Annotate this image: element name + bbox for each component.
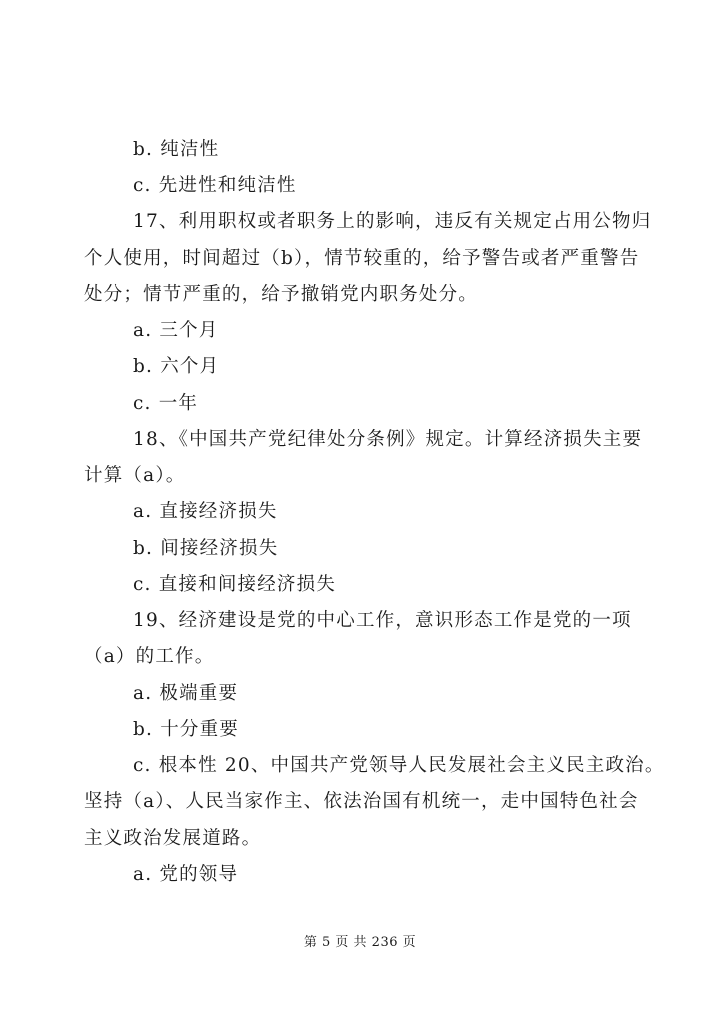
page-footer: 第 5 页 共 236 页 xyxy=(303,935,417,950)
question-17-line-2: 个人使用，时间超过（b），情节较重的，给予警告或者严重警告 xyxy=(84,248,640,269)
option-b-six-months: b. 六个月 xyxy=(133,356,220,377)
option-c-advanced-purity: c. 先进性和纯洁性 xyxy=(133,175,297,196)
option-a-extremely-important: a. 极端重要 xyxy=(133,683,239,704)
question-18-line-2: 计算（a）。 xyxy=(84,465,186,486)
option-b-very-important: b. 十分重要 xyxy=(133,719,240,740)
option-a-direct-loss: a. 直接经济损失 xyxy=(133,501,278,522)
question-19-line-1: 19、经济建设是党的中心工作，意识形态工作是党的一项 xyxy=(133,610,632,631)
question-20-line-3: 主义政治发展道路。 xyxy=(84,828,262,849)
option-b-purity: b. 纯洁性 xyxy=(133,139,220,160)
option-c-direct-and-indirect-loss: c. 直接和间接经济损失 xyxy=(133,574,337,595)
question-19-line-2: （a）的工作。 xyxy=(84,646,215,667)
option-b-indirect-loss: b. 间接经济损失 xyxy=(133,538,279,559)
question-18-line-1: 18、《中国共产党纪律处分条例》规定。计算经济损失主要 xyxy=(133,429,643,450)
question-20-line-2: 坚持（a）、人民当家作主、依法治国有机统一，走中国特色社会 xyxy=(84,791,639,812)
option-a-three-months: a. 三个月 xyxy=(133,320,219,341)
option-c-one-year: c. 一年 xyxy=(133,393,199,414)
question-17-line-3: 处分；情节严重的，给予撤销党内职务处分。 xyxy=(84,284,479,305)
option-a-party-leadership: a. 党的领导 xyxy=(133,864,239,885)
question-20-line-1: c. 根本性 20、中国共产党领导人民发展社会主义民主政治。 xyxy=(133,755,665,776)
question-17-line-1: 17、利用职权或者职务上的影响，违反有关规定占用公物归 xyxy=(133,211,652,232)
